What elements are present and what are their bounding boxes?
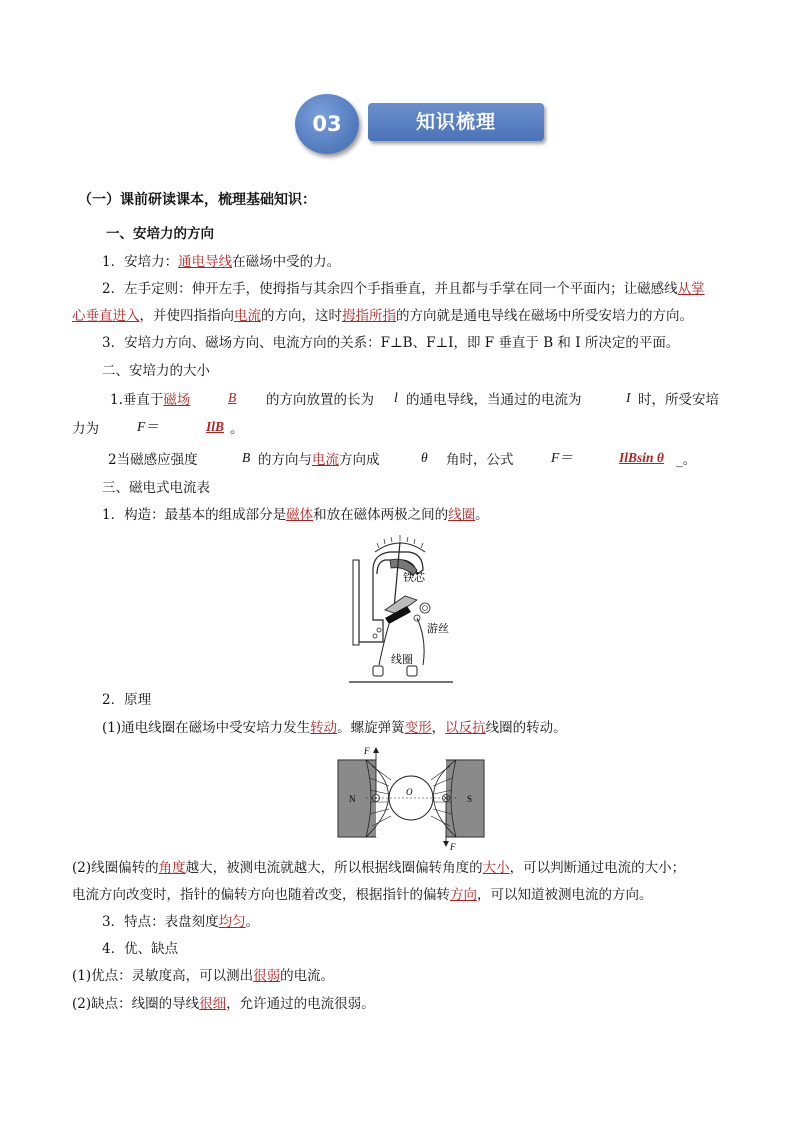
label-iron-core: 铁芯 (403, 571, 425, 584)
part3-item1 (102, 505, 489, 525)
text: ，可以判断通过电流的大小； (509, 860, 686, 876)
text: ， (431, 720, 446, 736)
text: 的电流。 (280, 968, 335, 984)
part2-item1-text: 的方向放置的长为 (266, 392, 374, 408)
section-number: 03 (312, 112, 342, 136)
formula-F: F＝ (551, 450, 573, 465)
label-F-top: F (364, 746, 370, 756)
part3-item2-1 (102, 718, 567, 738)
text: 越大，被测电流就越大，所以根据线圈偏转角度的 (185, 860, 483, 876)
label-F-bottom: F (450, 842, 456, 852)
answer-blank: 以反抗 (445, 720, 486, 736)
text: 1．构造：最基本的组成部分是 (102, 507, 287, 523)
text: ，允许通过的电流很弱。 (226, 996, 375, 1012)
wire (417, 618, 424, 665)
part3-item4-title: 4．优、缺点 (102, 941, 179, 957)
label-N: N (349, 794, 356, 804)
text: 的方向与 (258, 452, 312, 468)
text: 和放在磁体两极之间的 (313, 507, 449, 523)
answer-blank: 拇指所指 (342, 308, 396, 324)
text: ，可以知道被测电流的方向。 (477, 887, 653, 903)
frame (353, 560, 359, 645)
radial-field-figure (336, 744, 486, 852)
part1-item3: 3．安培力方向、磁场方向、电流方向的关系：F⊥B、F⊥I，即 F 垂直于 B 和 I 所决定的平面。 (102, 335, 680, 351)
text: _。 (676, 452, 697, 468)
text: 的方向就是通电导线在磁场中所受安培力的方向。 (396, 308, 693, 324)
part2-item2-text2 (258, 450, 380, 470)
answer-blank: 很弱 (253, 968, 281, 984)
answer-blank: 角度 (158, 860, 186, 876)
text: 1．安培力： (102, 254, 179, 270)
symbol-I: I (626, 390, 631, 405)
answer-IlB: IlB (206, 419, 225, 434)
terminal (373, 666, 383, 676)
part1-title: 一、安培力的方向 (106, 226, 214, 242)
text: (2)线圈偏转的 (72, 860, 159, 876)
text: 方向成 (339, 452, 380, 468)
label-O: O (406, 787, 413, 797)
answer-blank: 心垂直进入 (72, 308, 140, 324)
text: 线圈的转动。 (485, 720, 567, 736)
section-title: 知识梳理 (415, 111, 496, 133)
part1-item2-line2 (72, 306, 693, 326)
answer-blank: 磁场 (163, 392, 191, 408)
section-heading: （一）课前研读课本，梳理基础知识： (78, 192, 316, 208)
answer-blank: 磁体 (286, 507, 314, 523)
formula-F: F＝ (137, 419, 159, 434)
symbol-B-answer: B (228, 390, 237, 405)
part2-item2-text3: 角时，公式 (446, 452, 514, 468)
symbol-theta: θ (421, 450, 428, 465)
terminal (407, 666, 417, 676)
part2-item1-line1 (110, 390, 190, 410)
answer-blank: 方向 (450, 887, 477, 903)
text: 。螺旋弹簧 (337, 720, 405, 736)
text: (1)优点：灵敏度高，可以测出 (72, 968, 254, 984)
text: (1)通电线圈在磁场中受安培力发生 (102, 720, 311, 736)
part2-item1-text2: 的通电导线，当通过的电流为 (406, 392, 582, 408)
answer-blank: 从掌 (677, 281, 705, 297)
text: 2．左手定则：伸开左手，使拇指与其余四个手指垂直，并且都与手掌在同一个平面内；让磁感线 (102, 281, 678, 297)
text: (2)缺点：线圈的导线 (72, 996, 200, 1012)
part3-item4-1 (72, 966, 334, 986)
answer-IlBsin: IlBsin θ (619, 450, 664, 465)
symbol-l: l (394, 390, 398, 405)
label-hairspring: 游丝 (427, 622, 449, 635)
answer-blank: 转动 (310, 720, 338, 736)
answer-blank: 线圈 (448, 507, 476, 523)
text: 的方向，这时 (261, 308, 342, 324)
text: 。 (475, 507, 489, 523)
symbol-B: B (242, 450, 251, 465)
text: ，并使四指指向 (139, 308, 234, 324)
part2-item1-line2: 力为 (72, 421, 99, 437)
answer-blank: 大小 (482, 860, 510, 876)
text: 。 (245, 914, 260, 930)
answer-blank: 均匀 (218, 914, 246, 930)
text: 在磁场中受的力。 (232, 254, 341, 270)
galvanometer-figure (345, 530, 455, 688)
part2-item2-text: 2当磁感应强度 (108, 452, 198, 468)
answer-blank: 电流 (312, 452, 339, 468)
answer-blank: 很细 (199, 996, 227, 1012)
text: 。 (230, 421, 244, 437)
text: 电流方向改变时，指针的偏转方向也随着改变，根据指针的偏转 (72, 887, 450, 903)
part3-title: 三、磁电式电流表 (102, 480, 210, 496)
answer-blank: 变形 (404, 720, 432, 736)
part1-item2-line1 (102, 279, 705, 299)
wire (379, 624, 389, 665)
part3-item2-2-line2 (72, 885, 653, 905)
part3-item4-2 (72, 994, 375, 1014)
answer-blank: 电流 (234, 308, 261, 324)
answer-blank: 通电导线 (178, 254, 233, 270)
section-number-badge (295, 94, 359, 154)
label-coil: 线圈 (391, 653, 413, 666)
part2-title: 二、安培力的大小 (102, 363, 210, 379)
part3-item2-title: 2．原理 (102, 692, 152, 708)
part3-item2-2-line1 (72, 858, 685, 878)
spring (420, 603, 430, 613)
section-badge-bar (368, 103, 544, 141)
part1-item1 (102, 252, 340, 272)
part3-item3 (102, 912, 259, 932)
text: 1.垂直于 (110, 392, 164, 408)
label-S: S (467, 794, 473, 804)
text: 3．特点：表盘刻度 (102, 914, 219, 930)
part2-item1-text3: 时，所受安培 (638, 392, 719, 408)
